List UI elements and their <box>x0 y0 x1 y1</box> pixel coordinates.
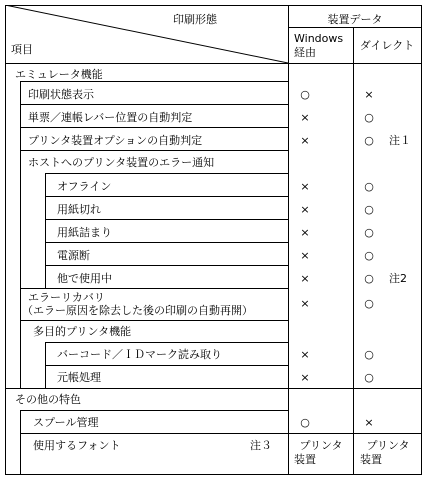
row-label: 使用するフォント <box>33 439 121 452</box>
header-item: 項目 <box>11 43 33 56</box>
section-emulator: エミュレータ機能 <box>15 68 103 81</box>
feature-comparison-table <box>5 5 422 475</box>
row-label: エラーリカバリ <box>28 291 105 304</box>
cell-direct-line2: 装置 <box>360 453 382 466</box>
row-divider <box>45 173 288 174</box>
row-label: バーコード／ＩＤマーク読み取り <box>57 348 222 361</box>
row-divider <box>20 410 288 411</box>
row-divider <box>20 433 422 434</box>
cell-windows: × <box>300 371 310 384</box>
section-other: その他の特色 <box>15 393 81 406</box>
cell-windows: × <box>300 226 310 239</box>
row-label: プリンタ装置オプションの自動判定 <box>28 134 203 147</box>
row-divider <box>20 104 288 105</box>
cell-direct: ○ <box>364 180 374 193</box>
cell-windows: × <box>300 180 310 193</box>
cell-windows: × <box>300 111 310 124</box>
cell-direct: ○ <box>364 111 374 124</box>
row-label: スプール管理 <box>33 416 99 429</box>
cell-direct: ○ <box>364 249 374 262</box>
cell-windows: × <box>300 348 310 361</box>
header-print-mode: 印刷形態 <box>173 13 217 26</box>
border-left <box>5 5 6 475</box>
cell-direct: × <box>364 88 374 101</box>
row-divider <box>45 265 288 266</box>
row-label: 印刷状態表示 <box>28 88 94 101</box>
row-divider <box>45 196 288 197</box>
cell-direct: ○ <box>364 297 374 310</box>
row-label: 単票／連帳レバー位置の自動判定 <box>28 111 193 124</box>
header-col-windows-line2: 経由 <box>294 46 316 59</box>
row-label: 元帳処理 <box>57 371 101 384</box>
cell-note: 注１ <box>389 134 411 147</box>
row-label: ホストへのプリンタ装置のエラー通知 <box>28 156 215 169</box>
header-col-windows-line1: Windows <box>294 32 344 45</box>
row-divider <box>20 320 288 321</box>
cell-note: 注2 <box>389 272 407 285</box>
cell-windows: ○ <box>300 88 310 101</box>
cell-windows: × <box>300 297 310 310</box>
row-label-sub: （エラー原因を除去した後の印刷の自動再開） <box>22 304 253 317</box>
cell-windows: ○ <box>300 416 310 429</box>
row-divider <box>20 127 288 128</box>
cell-direct-line1: プリンタ <box>366 439 410 452</box>
cell-direct: ○ <box>364 226 374 239</box>
cell-windows: × <box>300 272 310 285</box>
border-right <box>421 5 422 475</box>
row-label: 用紙詰まり <box>57 226 112 239</box>
indent-line-other <box>20 410 21 474</box>
row-divider <box>20 81 288 82</box>
cell-windows: × <box>300 249 310 262</box>
cell-direct: ○ <box>364 134 374 147</box>
indent-line-error-notify <box>45 173 46 288</box>
cell-windows: × <box>300 203 310 216</box>
border-bottom <box>5 474 422 475</box>
row-divider <box>20 150 288 151</box>
header-sub-divider <box>288 27 422 28</box>
row-label: オフライン <box>57 180 112 193</box>
row-divider <box>45 342 288 343</box>
col-divider-label <box>288 5 289 475</box>
row-label: 用紙切れ <box>57 203 101 216</box>
row-label: 電源断 <box>57 249 90 262</box>
row-divider <box>45 365 288 366</box>
header-diagonal-line <box>5 5 288 63</box>
cell-direct: × <box>364 416 374 429</box>
header-col-direct: ダイレクト <box>359 39 415 52</box>
cell-note: 注３ <box>250 439 272 452</box>
cell-direct: ○ <box>364 203 374 216</box>
section-divider <box>5 388 422 389</box>
cell-direct: ○ <box>364 272 374 285</box>
row-divider <box>45 219 288 220</box>
row-divider <box>20 288 288 289</box>
row-label: 多目的プリンタ機能 <box>33 325 132 338</box>
header-bottom <box>5 63 422 64</box>
cell-windows-line2: 装置 <box>294 453 316 466</box>
cell-direct: ○ <box>364 348 374 361</box>
row-divider <box>45 242 288 243</box>
row-label: 他で使用中 <box>57 272 112 285</box>
cell-direct: ○ <box>364 371 374 384</box>
cell-windows-line1: プリンタ <box>299 439 343 452</box>
cell-windows: × <box>300 134 310 147</box>
header-device-data: 装置データ <box>327 13 383 26</box>
